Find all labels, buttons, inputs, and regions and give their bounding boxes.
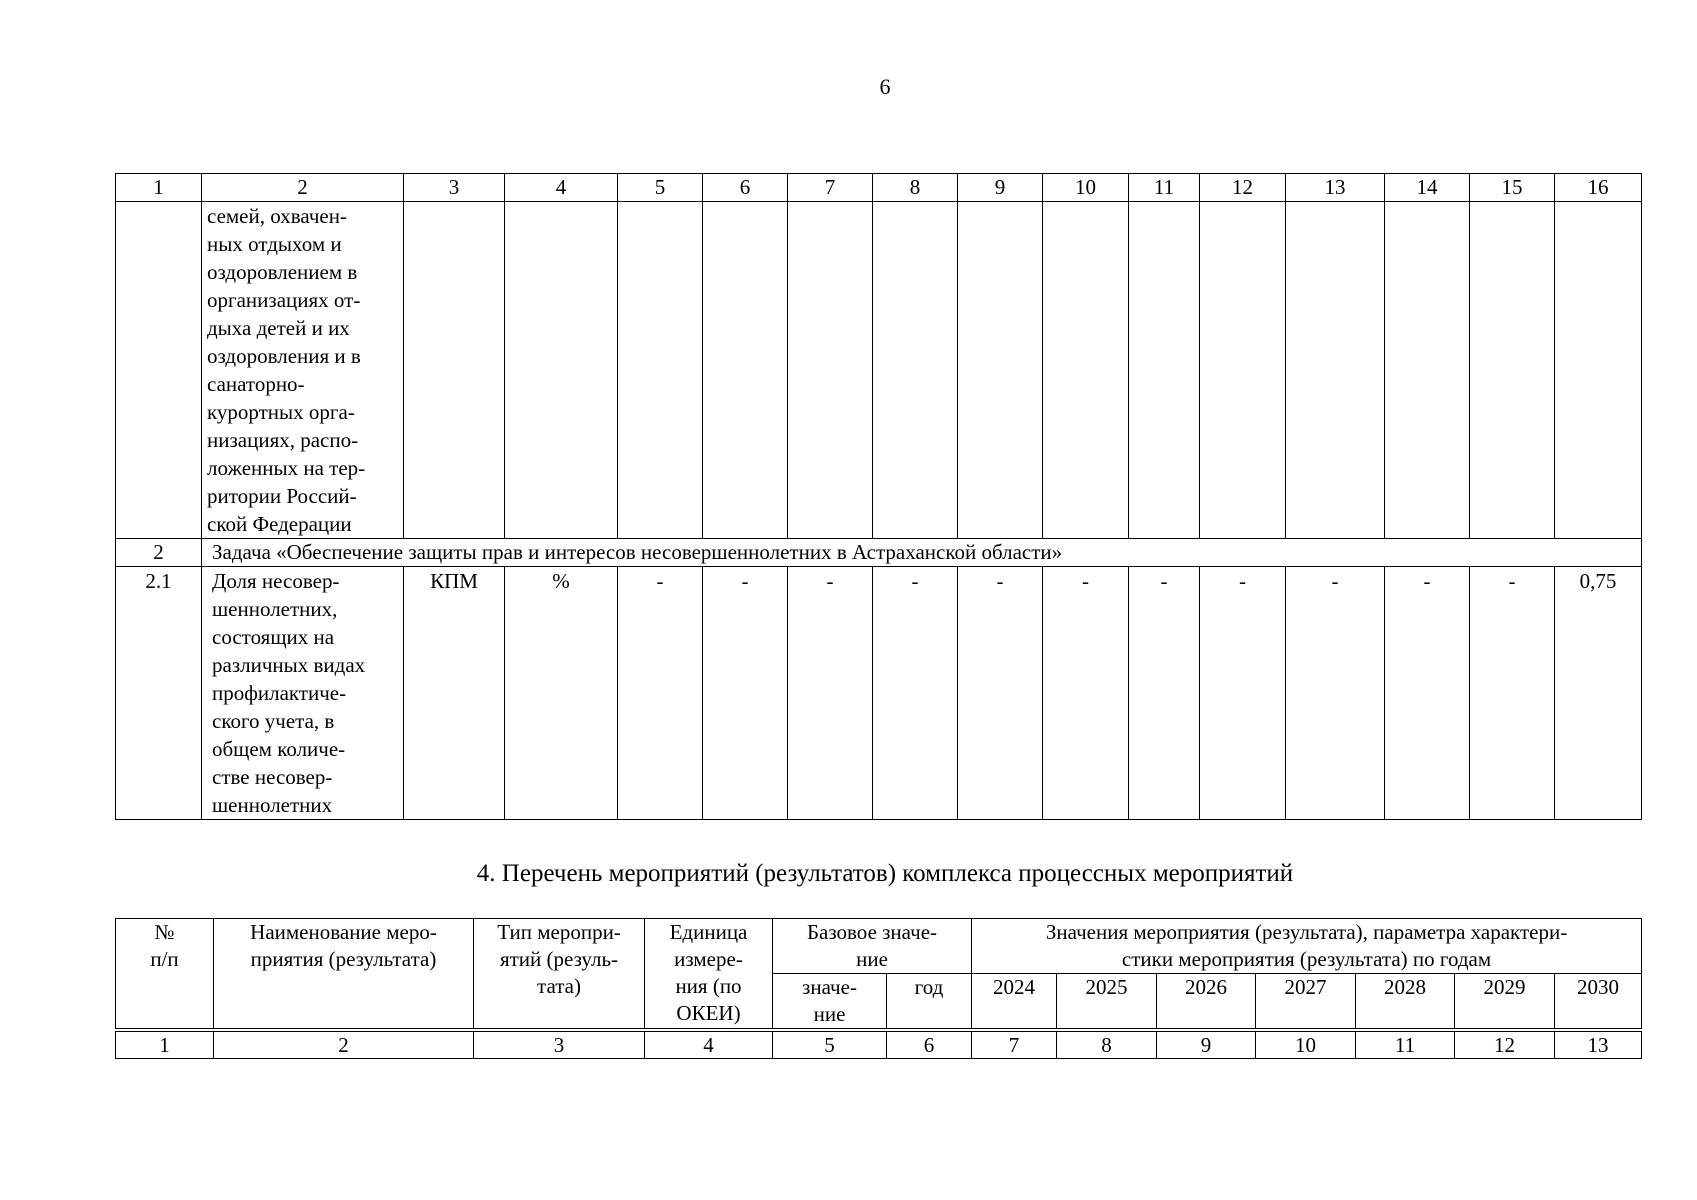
indicator-value: - [703, 567, 788, 820]
cell-empty [404, 202, 505, 539]
column-number: 5 [618, 174, 703, 202]
indicator-value: - [1470, 567, 1555, 820]
page-number: 6 [879, 74, 891, 99]
cell-empty [116, 202, 202, 539]
cell-empty [1286, 202, 1385, 539]
text-line: тата) [537, 974, 581, 998]
column-number: 12 [1200, 174, 1286, 202]
text-line: оздоровления и в [207, 344, 361, 368]
text-line: стики мероприятия (результата) по годам [1121, 947, 1492, 971]
cell-empty [1470, 202, 1555, 539]
events-header-row [116, 919, 1642, 974]
indicator-number: 2.1 [116, 567, 202, 820]
events-table [115, 918, 1642, 1059]
cell-empty [703, 202, 788, 539]
text-line: санаторно- [207, 372, 305, 396]
column-number: 1 [116, 1030, 214, 1059]
events-column-number-row [116, 1030, 1642, 1059]
indicator-value: - [618, 567, 703, 820]
text-line: ния (по [675, 974, 742, 998]
text-line: дыха детей и их [207, 316, 350, 340]
indicator-unit: % [505, 567, 618, 820]
cell-empty [958, 202, 1043, 539]
column-number: 11 [1129, 174, 1200, 202]
column-number-row [116, 174, 1642, 202]
indicator-row [116, 567, 1642, 820]
indicator-value: - [873, 567, 958, 820]
task-text: Задача «Обеспечение защиты прав и интересов несовершеннолетних в Астраханской области» [202, 539, 1642, 567]
text-line: ОКЕИ) [676, 1001, 741, 1025]
text-line: низациях, распо- [207, 428, 359, 452]
cell-empty [788, 202, 873, 539]
text-line: профилактиче- [212, 681, 347, 705]
indicator-value: - [958, 567, 1043, 820]
header-values-by-year [972, 919, 1642, 974]
column-number: 8 [873, 174, 958, 202]
column-number: 12 [1455, 1030, 1555, 1059]
text-line: Тип меропри- [497, 920, 621, 944]
cell-empty [1043, 202, 1129, 539]
text-line: измере- [674, 947, 743, 971]
header-year: 2025 [1057, 974, 1157, 1031]
column-number: 16 [1555, 174, 1642, 202]
column-number: 14 [1385, 174, 1470, 202]
text-line: ние [856, 947, 888, 971]
header-year: 2028 [1356, 974, 1455, 1031]
column-number: 3 [404, 174, 505, 202]
header-base-value-year: год [887, 974, 972, 1031]
indicator-value: - [1200, 567, 1286, 820]
text-line: шеннолетних [212, 793, 333, 817]
cell-empty [1200, 202, 1286, 539]
column-number: 9 [1157, 1030, 1256, 1059]
text-line: общем количе- [212, 737, 346, 761]
column-number: 6 [887, 1030, 972, 1059]
column-number: 13 [1555, 1030, 1642, 1059]
indicator-value: - [788, 567, 873, 820]
indicator-value: - [1043, 567, 1129, 820]
text-line: п/п [150, 947, 179, 971]
continued-indicator-row [116, 202, 1642, 539]
text-line: ятий (резуль- [499, 947, 619, 971]
column-number: 11 [1356, 1030, 1455, 1059]
cell-empty [1555, 202, 1642, 539]
text-line: приятия (результата) [250, 947, 437, 971]
text-line: Наименование меро- [250, 920, 437, 944]
text-line: семей, охвачен- [207, 204, 347, 228]
text-line: стве несовер- [212, 765, 333, 789]
column-number: 6 [703, 174, 788, 202]
header-year: 2026 [1157, 974, 1256, 1031]
column-number: 1 [116, 174, 202, 202]
header-year: 2030 [1555, 974, 1642, 1031]
column-number: 2 [214, 1030, 474, 1059]
task-row [116, 539, 1642, 567]
header-unit [645, 919, 773, 1031]
task-number: 2 [116, 539, 202, 567]
column-number: 13 [1286, 174, 1385, 202]
header-year: 2024 [972, 974, 1057, 1031]
header-event-type [474, 919, 645, 1031]
header-year: 2027 [1256, 974, 1356, 1031]
indicator-value: - [1385, 567, 1470, 820]
indicator-name-continued [202, 202, 404, 539]
text-line: организациях от- [207, 288, 361, 312]
column-number: 4 [505, 174, 618, 202]
text-line: различных видах [212, 653, 366, 677]
column-number: 8 [1057, 1030, 1157, 1059]
header-event-name [214, 919, 474, 1031]
indicator-value: - [1129, 567, 1200, 820]
text-line: № [154, 920, 175, 944]
column-number: 7 [972, 1030, 1057, 1059]
indicator-value: 0,75 [1555, 567, 1642, 820]
text-line: ложенных на тер- [207, 456, 366, 480]
column-number: 9 [958, 174, 1043, 202]
header-base-value [773, 919, 972, 974]
column-number: 10 [1043, 174, 1129, 202]
text-line: оздоровлением в [207, 260, 358, 284]
cell-empty [1129, 202, 1200, 539]
text-line: Базовое значе- [806, 920, 938, 944]
text-line: Единица [669, 920, 748, 944]
column-number: 5 [773, 1030, 887, 1059]
indicator-type: КПМ [404, 567, 505, 820]
cell-empty [1385, 202, 1470, 539]
column-number: 10 [1256, 1030, 1356, 1059]
text-line: значе- [802, 975, 857, 999]
text-line: Значения мероприятия (результата), параметра характери- [1045, 920, 1568, 944]
text-line: курортных орга- [207, 400, 355, 424]
text-line: ского учета, в [212, 709, 335, 733]
column-number: 7 [788, 174, 873, 202]
text-line: ных отдыхом и [207, 232, 342, 256]
text-line: ритории Россий- [207, 484, 357, 508]
indicator-value: - [1286, 567, 1385, 820]
header-year: 2029 [1455, 974, 1555, 1031]
column-number: 3 [474, 1030, 645, 1059]
cell-empty [505, 202, 618, 539]
text-line: шеннолетних, [212, 597, 338, 621]
text-line: Доля несовер- [212, 569, 340, 593]
column-number: 15 [1470, 174, 1555, 202]
header-number [116, 919, 214, 1031]
indicator-name [202, 567, 404, 820]
indicators-table [115, 173, 1642, 820]
text-line: состоящих на [212, 625, 335, 649]
column-number: 2 [202, 174, 404, 202]
section-title: 4. Перечень мероприятий (результатов) комплекса процессных мероприятий [476, 860, 1294, 887]
text-line: ской Федерации [207, 512, 352, 536]
text-line: ние [813, 1002, 846, 1026]
cell-empty [873, 202, 958, 539]
cell-empty [618, 202, 703, 539]
column-number: 4 [645, 1030, 773, 1059]
header-base-value-value [773, 974, 887, 1031]
